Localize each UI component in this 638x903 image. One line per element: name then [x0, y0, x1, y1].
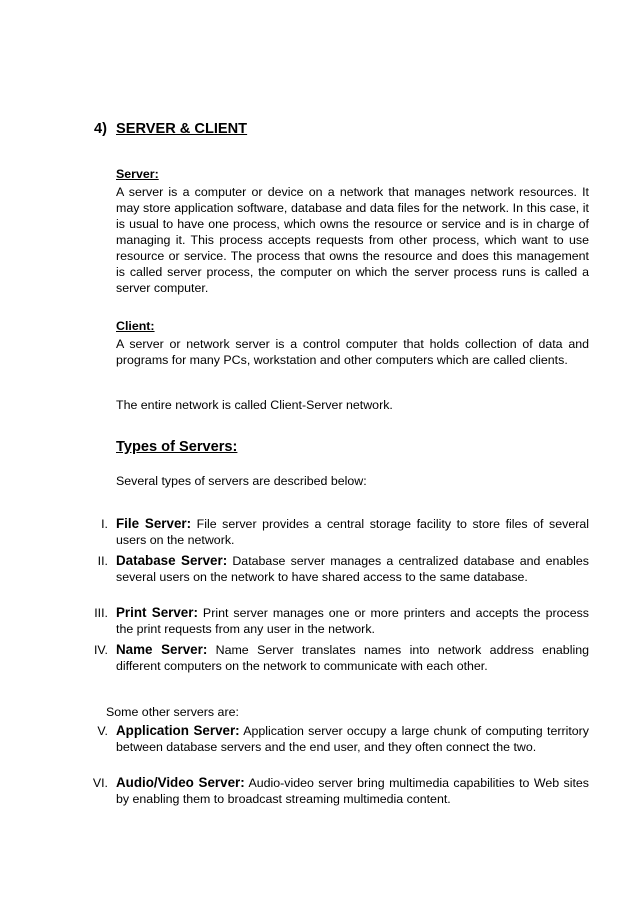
- list-item-text: Name Server translates names into network address enabling different computers on the network to communicate with each other.: [116, 643, 589, 673]
- list-item-body: [116, 553, 589, 585]
- list-numeral: I.: [101, 517, 108, 531]
- client-heading: Client:: [116, 319, 155, 333]
- list-item-term: File Server:: [116, 516, 192, 531]
- list-item-text: Print server manages one or more printers and accepts the process the print requests from any user in the network.: [116, 606, 589, 636]
- list-numeral: III.: [94, 606, 108, 620]
- client-paragraph: A server or network server is a control computer that holds collection of data and programs for many PCs, workstation and other computers which are called clients.: [116, 337, 589, 367]
- types-heading: Types of Servers:: [116, 439, 238, 455]
- list-numeral: II.: [97, 554, 108, 568]
- list-item-body: [116, 723, 589, 755]
- other-servers-intro: Some other servers are:: [106, 705, 239, 719]
- list-item-body: [116, 775, 589, 807]
- section-number: 4): [94, 121, 107, 137]
- list-item-body: [116, 516, 589, 548]
- list-item-term: Database Server:: [116, 553, 228, 568]
- section-heading: [94, 120, 247, 138]
- list-item-term: Application Server:: [116, 723, 240, 738]
- network-note: The entire network is called Client-Server network.: [116, 398, 393, 412]
- section-title: SERVER & CLIENT: [116, 121, 248, 137]
- list-numeral: V.: [97, 724, 108, 738]
- list-item-body: [116, 605, 589, 637]
- list-item-term: Name Server:: [116, 642, 208, 657]
- server-heading: Server:: [116, 167, 159, 181]
- types-intro: Several types of servers are described below:: [116, 474, 367, 488]
- list-item-body: [116, 642, 589, 674]
- list-numeral: VI.: [92, 776, 108, 790]
- server-paragraph: A server is a computer or device on a network that manages network resources. It may store application software, database and data files for the network. In this case, it is usual to have one process, which owns the resource or service and is in charge of managing it. This process accepts requests from other process, which want to use resource or service. The process that owns the resource and does this management is called server process, the computer on which the server process runs is called a server computer.: [116, 185, 589, 295]
- list-item-text: File server provides a central storage facility to store files of several users on the network.: [116, 517, 589, 547]
- list-item-term: Print Server:: [116, 605, 198, 620]
- list-item-text: Database server manages a centralized database and enables several users on the network to have shared access to the same database.: [116, 554, 589, 584]
- list-item-text: Application server occupy a large chunk of computing territory between database servers and the end user, and they often connect the two.: [116, 724, 589, 754]
- list-item-text: Audio-video server bring multimedia capabilities to Web sites by enabling them to broadcast streaming multimedia content.: [116, 776, 589, 806]
- list-item-term: Audio/Video Server:: [116, 775, 245, 790]
- list-numeral: IV.: [93, 643, 108, 657]
